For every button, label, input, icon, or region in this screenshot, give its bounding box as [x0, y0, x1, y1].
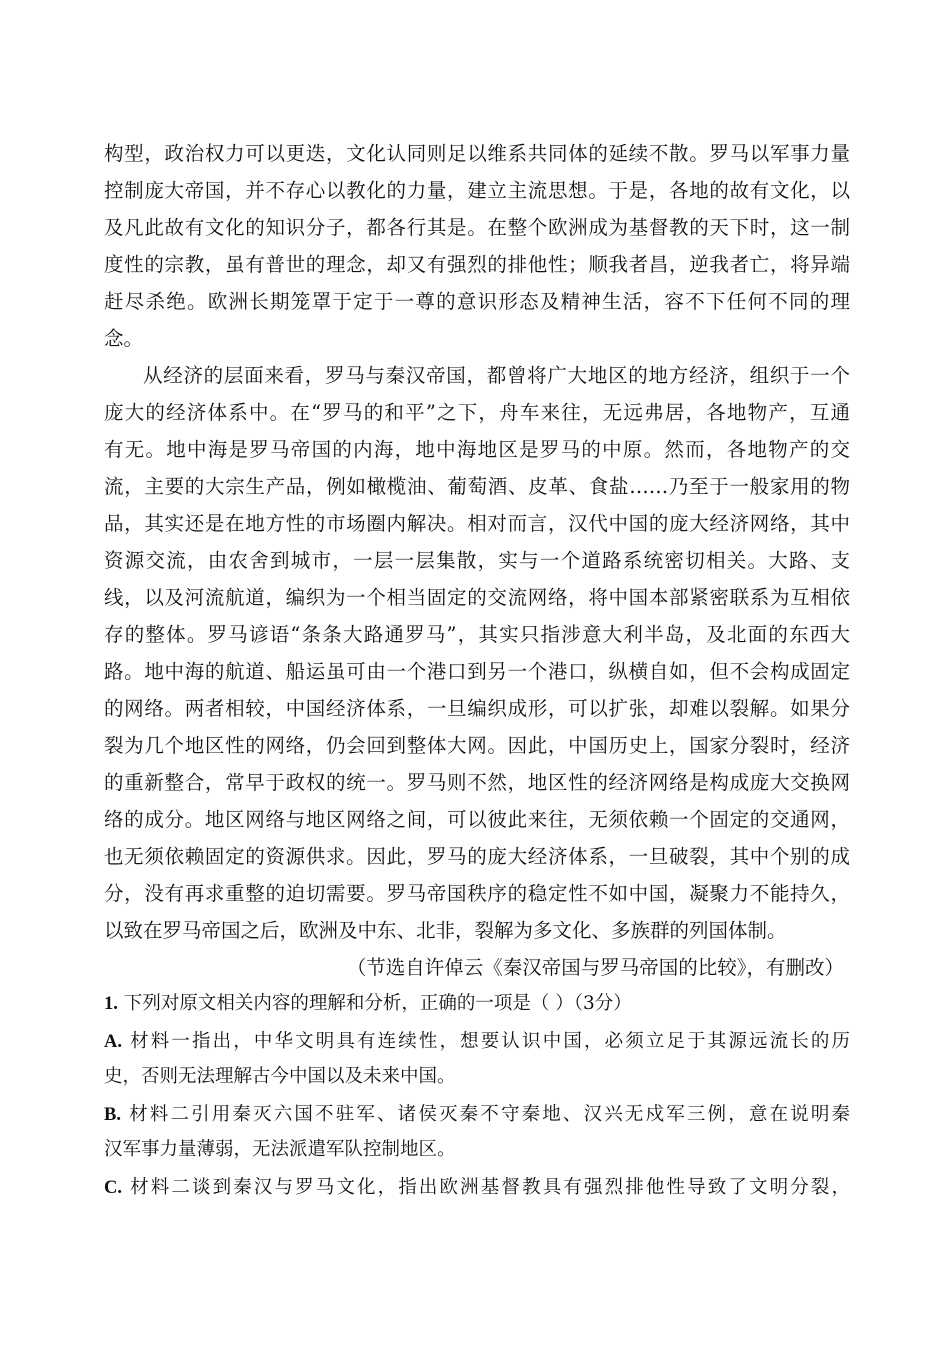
text-line: 品，其实还是在地方性的市场圈内解决。相对而言，汉代中国的庞大经济网络，其中	[104, 512, 850, 535]
option-c	[104, 1175, 850, 1210]
text-line: 分，没有再求重整的迫切需要。罗马帝国秩序的稳定性不如中国，凝聚力不能持久，	[104, 882, 850, 905]
text-line: 控制庞大帝国，并不存心以教化的力量，建立主流思想。于是，各地的故有文化，以	[104, 179, 850, 202]
text-line: 线，以及河流航道，编织为一个相当固定的交流网络，将中国本部紧密联系为互相依	[104, 586, 850, 609]
option-text: 材料二谈到秦汉与罗马文化，指出欧洲基督教具有强烈排他性导致了文明分裂，	[128, 1177, 850, 1198]
source-citation: （节选自许倬云《秦汉帝国与罗马帝国的比较》，有删改）	[346, 956, 844, 979]
text-line: 裂为几个地区性的网络，仍会回到整体大网。因此，中国历史上，国家分裂时，经济	[104, 734, 850, 757]
text-line: 络的成分。地区网络与地区网络之间，可以彼此来往，无须依赖一个固定的交通网，	[104, 808, 850, 831]
question-1	[104, 991, 850, 1210]
text-line: 流，主要的大宗生产品，例如橄榄油、葡萄酒、皮革、食盐……乃至于一般家用的物	[104, 475, 850, 498]
paragraph-1	[104, 140, 850, 362]
text-line: 的重新整合，常早于政权的统一。罗马则不然，地区性的经济网络是构成庞大交换网	[104, 771, 850, 794]
text-line: 的网络。两者相较，中国经济体系，一旦编织成形，可以扩张，却难以裂解。如果分	[104, 697, 850, 720]
document-page	[104, 140, 850, 1210]
text-line: 庞大的经济体系中。在“罗马的和平”之下，舟车来往，无远弗居，各地物产，互通	[104, 401, 850, 424]
text-line: 构型，政治权力可以更迭，文化认同则足以维系共同体的延续不散。罗马以军事力量	[104, 142, 850, 165]
option-text: 材料二引用秦灭六国不驻军、诸侯灭秦不守秦地、汉兴无戍军三例，意在说明秦	[126, 1104, 850, 1125]
question-stem	[104, 991, 850, 1026]
text-line: 赶尽杀绝。欧洲长期笼罩于定于一尊的意识形态及精神生活，容不下任何不同的理	[104, 290, 850, 313]
option-b-continued: 汉军事力量薄弱，无法派遣军队控制地区。	[104, 1139, 456, 1160]
text-line: 以致在罗马帝国之后，欧洲及中东、北非，裂解为多文化、多族群的列国体制。	[104, 919, 787, 942]
option-text: 材料一指出，中华文明具有连续性，想要认识中国，必须立足于其源远流长的历	[128, 1031, 850, 1052]
option-a-continued: 史，否则无法理解古今中国以及未来中国。	[104, 1066, 456, 1087]
paragraph-2	[104, 362, 850, 954]
option-a	[104, 1029, 850, 1064]
question-text: 下列对原文相关内容的理解和分析，正确的一项是（ ）（3分）	[123, 993, 632, 1014]
option-letter: A.	[104, 1032, 122, 1052]
text-line: 从经济的层面来看，罗马与秦汉帝国，都曾将广大地区的地方经济，组织于一个	[143, 364, 850, 387]
option-b	[104, 1102, 850, 1137]
text-line: 资源交流，由农舍到城市，一层一层集散，实与一个道路系统密切相关。大路、支	[104, 549, 850, 572]
text-line: 念。	[104, 327, 144, 350]
option-letter: B.	[104, 1105, 121, 1125]
text-line: 及凡此故有文化的知识分子，都各行其是。在整个欧洲成为基督教的天下时，这一制	[104, 216, 850, 239]
text-line: 路。地中海的航道、船运虽可由一个港口到另一个港口，纵横自如，但不会构成固定	[104, 660, 850, 683]
text-line: 也无须依赖固定的资源供求。因此，罗马的庞大经济体系，一旦破裂，其中个别的成	[104, 845, 850, 868]
question-number: 1.	[104, 994, 118, 1014]
text-line: 存的整体。罗马谚语“条条大路通罗马”，其实只指涉意大利半岛，及北面的东西大	[104, 623, 850, 646]
option-letter: C.	[104, 1178, 122, 1198]
text-line: 度性的宗教，虽有普世的理念，却又有强烈的排他性；顺我者昌，逆我者亡，将异端	[104, 253, 850, 276]
text-line: 有无。地中海是罗马帝国的内海，地中海地区是罗马的中原。然而，各地物产的交	[104, 438, 850, 461]
